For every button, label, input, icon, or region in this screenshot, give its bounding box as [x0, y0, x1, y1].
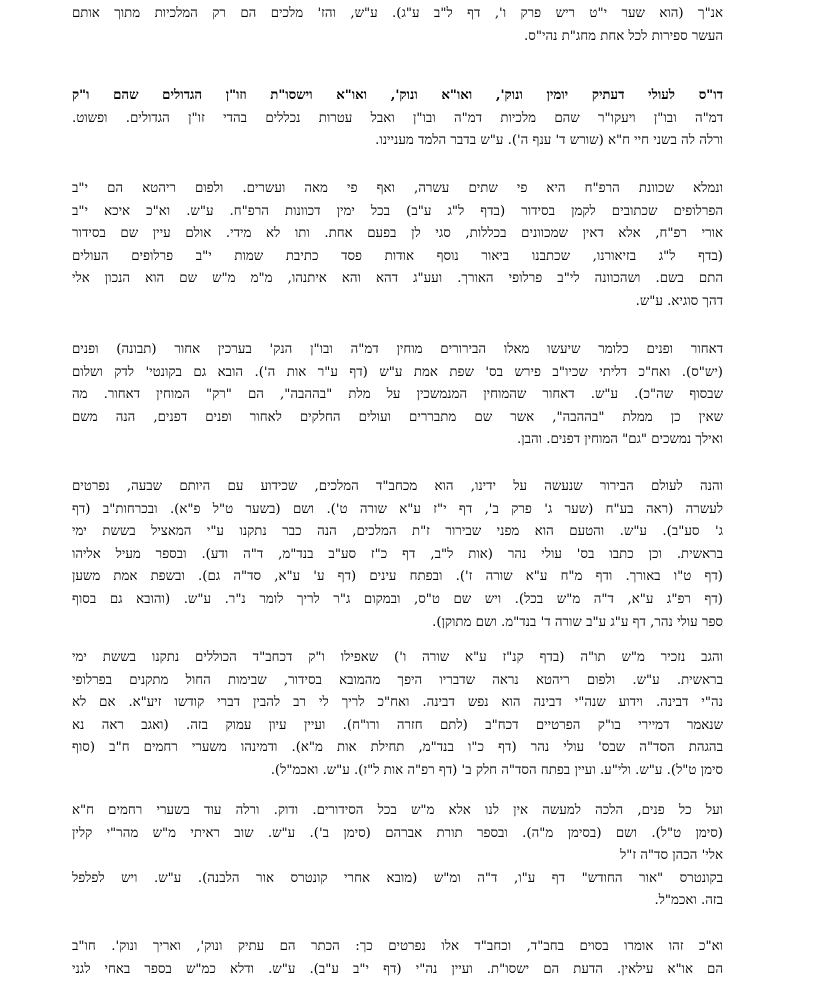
- text-line: שבסוף שה"כ). ע"ש. דאחור שהמוחין המנמשכין על מלת "בההבה", הם "רק" המוחין דאחור. מה: [72, 387, 723, 403]
- text-line: בראשית. ע"ש. ולפום ריהטא נראה שדבריו היפך מהמובא בסידור, שבימות החול מתקנים בפרלופי: [72, 672, 723, 688]
- text-line: (דף ט"ו באורך. ודף מ"ח ע"א שורה ז'). ובפתח עינים (דף ע' ע"א, סד"ה גם). ובשפת אמת משען: [72, 569, 723, 585]
- text-line: (סימן ט"ל). ושם (בסימן מ"ה). ובספר תורת אברהם (סימן ב'). ע"ש. שוב ראיתי מ"ש מהר"י קלין: [72, 825, 723, 841]
- text-line: ונמלא שכוונת הרפ"ח היא פי שתים עשרה, ואף פי מאה ועשרים. ולפום ריהטא הם י"ב: [72, 181, 723, 196]
- paragraph-5: [72, 476, 723, 634]
- text-line: סימן ט"ל). ע"ש. ולי"ע. ועיין בפתח הסד"ה חלק ב' (דף רפ"ה אות ל"ז). ע"ש. ואכמ"ל).: [270, 762, 723, 778]
- text-line: שנאמר דמיירי בו"ק הפרטיים דכח"ב (לתם חזרה ורו"ח). ועיין עיון עמוק בזה. (ואגב ראה נא: [72, 717, 723, 733]
- text-line: ספר עולי נהר, דף ע"ג ע"ב שורה ד' בנד"מ. ושם מתוקן).: [432, 614, 723, 630]
- text-line: אלי' הכהן סד"ה ז"ל: [620, 848, 723, 864]
- text-line: ורלה לה בשני חיי ח"א (שורש ד' ענף ה'). ע"ש בדבר הלמד מעניינו.: [375, 133, 723, 149]
- text-line: בזה. ואכמ"ל.: [654, 893, 723, 909]
- text-line: וא"כ זהו אומרו בסוים בחב"ד, וכחב"ד אלו נפרטים כך: הכתר הם עתיק ונוק', ואריך ונוק'. חו"ב: [72, 939, 723, 954]
- paragraph-4: [72, 339, 723, 452]
- paragraph-1: [72, 3, 723, 48]
- text-line: העשר ספירות לכל אחת מחג"ת נהי"ס.: [524, 28, 723, 44]
- text-line: הם או"א עילאין. הדעת הם ישסו"ת. ועיין נה"י (דף י"ב ע"ב). ע"ש. ודלא כמ"ש בספר באחי לגני: [72, 961, 723, 977]
- text-line: דאחור ופנים כלומר שיעשו מאלו הבירורים מוחין דמ"ה ובו"ן הנק' בערכין אחור (תבונה) ופנים: [72, 342, 723, 357]
- text-line: (בדף ל"ג בזיאורנו, שכתבנו ביאור נוסף אודות פסד כתיבת שמות י"ב פרלופים העולים: [72, 248, 723, 264]
- paragraph-8: [72, 936, 723, 981]
- text-line: (דף רפ"ג ע"א, ד"ה מ"ש בכל). ויש שם ט"ס, ובמקום ג"ר לריך לומר נ"ר. ע"ש. (והובא גם בסוף: [72, 591, 723, 607]
- text-line: והנה לעולם הבירור שנעשה על ידינו, הוא מכחב"ד המלכים, שכידוע עם היותם שבעה, נפרטים: [72, 479, 723, 494]
- text-line: אנ"ך (הוא שער י"ט ריש פרק ו', דף ל"ב ע"ג). ע"ש, והז' מלכים הם רק המלכיות מתוך אותם: [72, 6, 723, 21]
- text-line: התם בשם. ושהכוונה לי"ב פרלופי האורך. ועע"ג דהא והא איתנהו, מ"מ מ"ש שם הוא הנכון אלי: [72, 271, 723, 287]
- paragraph-2: [72, 85, 723, 153]
- text-line: לעשרה (ראה בע"ח (שער ג' פרק ב', דף י"ז ע"א שורה ט'). ושם (בשער ט"ל פ"א). ובכרחות"ב (דף: [72, 501, 723, 517]
- text-line: ועל כל פנים, הלכה למעשה אין לנו אלא מ"ש בכל הסידורים. ודוק. ורלה עוד בשערי רחמים ח"א: [72, 803, 723, 818]
- text-line: בהגהת הסד"ה שבס' עולי נהר (דף כ"ו בנד"מ, תחילת אות מ"א). ודמינהו משערי רחמים ח"ב (סוף: [72, 740, 723, 756]
- text-line: בראשית. וכן כתבו בס' עולי נהר (אות ל"ב, דף כ"ז סע"ב בנד"מ, ד"ה ודע). ובספר מעיל אליהו: [72, 546, 723, 562]
- text-line: ג' סע"ב). ע"ש. והטעם הוא מפני שבירור ז"ת המלכים, הנה כבר נתקנו ע"י המאציל בששת ימי: [72, 524, 723, 540]
- text-line: (יש"ס). ואח"כ דליתי שכיו"ב פירש בס' שפת אמת ע"ש (דף ע"ר אות ה'). הובא גם בקונטי' לדק ושלום: [72, 364, 723, 380]
- text-line: דו"ס לעולי דעתיק יומין ונוק', ואו"א ונוק', ואו"א וישסו"ת וזו"ן הגדולים שהם ו"ק: [72, 88, 723, 103]
- text-line: דמ"ה ובו"ן ויעקו"ר שהם מלכיות דמ"ה ובו"ן ואבל עטרות נכללים בהדי זו"ן הגדולים. ופשוט.: [72, 110, 723, 126]
- paragraph-6: [72, 647, 723, 783]
- text-line: דהך סוגיא. ע"ש.: [635, 293, 723, 309]
- text-line: אורי רפ"ח, אלא דאין שמכוונים בכללות, סגי לן בפעם אחת. ותו לא מידי. אולם עיין שם בסידור: [72, 226, 723, 242]
- text-line: והגב נזכיר מ"ש תו"ה (בדף קנ"ז ע"א שורה ו') שאפילו ו"ק דכחב"ד הכוללים נתקנו בששת ימי: [72, 650, 723, 665]
- text-line: ואילך נמשכים "גם" המוחין דפנים. והבן.: [516, 432, 723, 448]
- text-line: הפרלופים שכתובים לקמן בסידור (בדף ל"ג ע"ב) בכל ימין דכוונות הרפ"ח. ע"ש. וא"כ איכא י"ב: [72, 203, 723, 219]
- text-line: בקונטרס "אור החודש" דף ע"ו, ד"ה ומ"ש (מובא אחרי קונטרס אור הלבנה). ע"ש. ויש לפלפל: [72, 870, 723, 886]
- text-line: שאין כן ממלת "בההבה", אשר שם מתבררים ועולים החלקים לאחור ופנים דפנים, הנה משם: [72, 409, 723, 425]
- paragraph-3: [72, 178, 723, 314]
- text-line: נה"י דבינה. וידוע שנה"י דבינה הוא נפש דבינה. ואח"כ לריך לי רב להבין דברי קודשו זיע"א. אם לא: [72, 695, 723, 711]
- paragraph-7: [72, 800, 723, 913]
